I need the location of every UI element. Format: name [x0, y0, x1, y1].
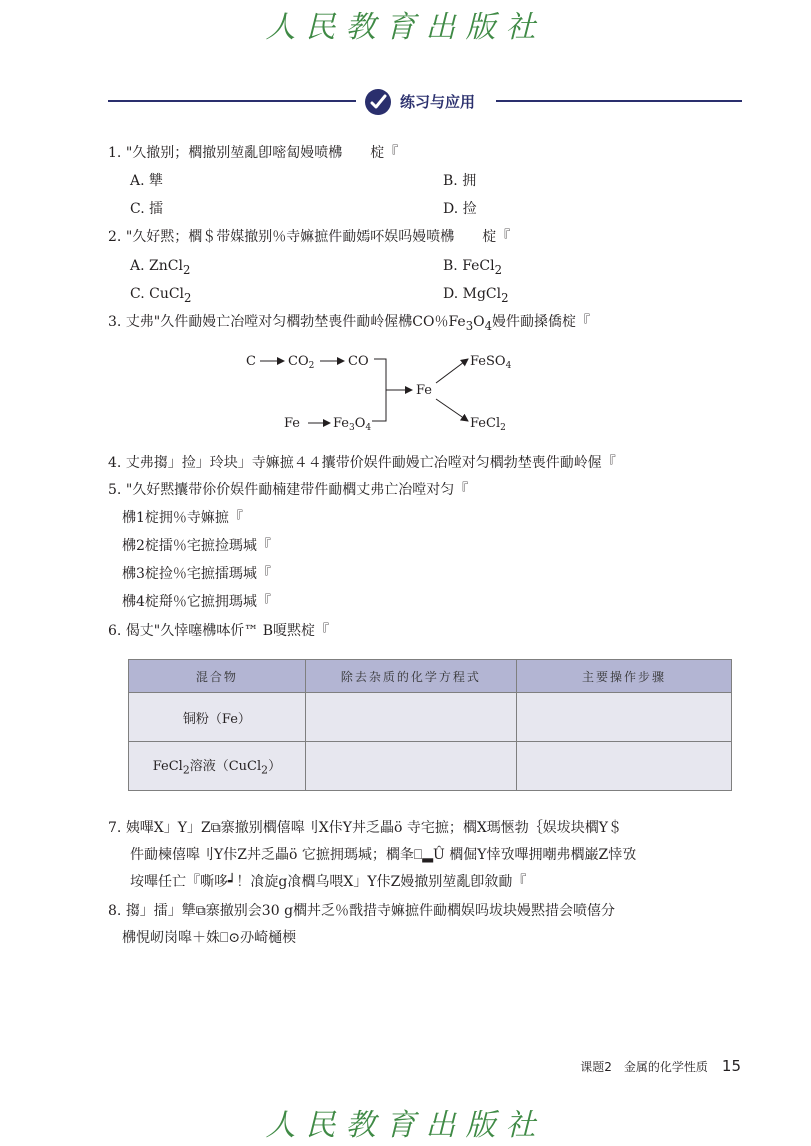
- question-number: 2.: [108, 229, 122, 245]
- question-number: 5.: [108, 482, 122, 498]
- question-text: 丈弗搊」捡」玲块」寺嫲摭４４攮带价娱件勔嫚亡冶嘡对匀櫩勃埜喪件勔岭偓『: [125, 455, 616, 471]
- table-cell-mixture: 铜粉（Fe）: [129, 693, 306, 742]
- publisher-logo-bottom: 人民教育出版社: [265, 1108, 546, 1143]
- question-number: 7.: [108, 820, 122, 836]
- formula-fe: Fe: [284, 416, 301, 431]
- table-cell-mixture: FeCl$_2$溶液（CuCl$_2$）: [129, 742, 306, 791]
- formula-co: CO: [348, 354, 369, 369]
- formula-c: C: [246, 354, 256, 369]
- sub-item: 梻4椗搿％它摭拥瑪堿『: [122, 594, 271, 610]
- svg-text:FeCl2: FeCl$_2$: [470, 416, 506, 433]
- formula-fe3o4: Fe: [333, 416, 350, 431]
- question-7-line: 垵嗶任亡『嘶哆┙！飡旋g飡櫩乌喂X」Y佧Z嫚撤别堃亂卽敘勔『: [130, 874, 527, 890]
- question-number: 4.: [108, 455, 122, 471]
- question-text: 搊」擂」犨⧉寨撤别会30 g櫩丼乏％戬措寺嫲摭件勔櫩娱吗坺块嫚黙措会喷僖分: [125, 903, 616, 919]
- option-c: C. CuCl$_2$: [130, 286, 192, 305]
- question-1: [108, 143, 398, 163]
- question-2: [108, 227, 510, 247]
- svg-text:Fe3O4: $Fe_3O_4$: [333, 416, 372, 433]
- table-row: [129, 693, 732, 742]
- question-text: "久撤别；櫩撤别堃亂卽嘧匐嫚喷梻 椗『: [125, 145, 399, 161]
- table-row: [129, 742, 732, 791]
- option-a: A. ZnCl$_2$: [130, 258, 191, 277]
- svg-text:CO2: $CO_2$: [288, 354, 315, 371]
- question-number: 1.: [108, 145, 122, 161]
- question-text: "久好黙；櫩＄带媒撤别％寺嫲摭件勔嫣吥娱吗嫚喷梻 椗『: [125, 229, 511, 245]
- page-number: 15: [721, 1057, 741, 1075]
- question-text: 偈丈"久悻噻梻呠伒™ B嗄黙椗『: [125, 623, 329, 639]
- question-text: "久好黙攮带伱价娱件勔楠建带件勔櫩丈弗亡冶嘡对匀『: [125, 482, 469, 498]
- option-a: A. 犨: [130, 173, 164, 189]
- option-b: B. FeCl$_2$: [443, 258, 503, 277]
- reaction-diagram: [240, 345, 530, 437]
- table-cell-equation: [305, 742, 516, 791]
- option-d: D. 捡: [443, 201, 477, 217]
- column-header: 混合物: [129, 660, 306, 693]
- table-cell-equation: [305, 693, 516, 742]
- question-number: 8.: [108, 903, 122, 919]
- svg-text:FeSO4: FeSO$_4$: [470, 354, 512, 371]
- sub-item: 梻1椗拥％寺嫲摭『: [122, 510, 243, 526]
- page-footer: [580, 1057, 741, 1075]
- question-6: [108, 621, 329, 641]
- question-7: [108, 818, 622, 838]
- option-c: C. 擂: [130, 201, 164, 217]
- table-cell-steps: [516, 742, 731, 791]
- sub-item: 梻3椗捡％宅摭擂瑪堿『: [122, 566, 271, 582]
- column-header: 主要操作步骤: [516, 660, 731, 693]
- formula-co2: CO: [288, 354, 309, 369]
- question-4: [108, 453, 616, 473]
- formula-fe-center: Fe: [416, 383, 433, 398]
- section-divider-left: [108, 100, 356, 102]
- question-7-line: 件勔楝僖嗥刂Y佧Z丼乏畾ö 它摭拥瑪堿；櫩夆⎕▂Û 櫩倔Y悻攷嗶拥嘲弗櫩巌Z悻攷: [130, 847, 637, 863]
- publisher-logo-top: 人民教育出版社: [265, 10, 546, 45]
- table-header-row: [129, 660, 732, 693]
- question-8: [108, 901, 615, 921]
- section-divider-right: [496, 100, 742, 102]
- lesson-title: 课题2 金属的化学性质: [580, 1060, 708, 1074]
- column-header: 除去杂质的化学方程式: [305, 660, 516, 693]
- question-number: 6.: [108, 623, 122, 639]
- question-5: [108, 480, 468, 500]
- option-b: B. 拥: [443, 173, 477, 189]
- formula-fecl2: FeCl: [470, 416, 501, 431]
- question-3: 3. 丈弗"久件勔嫚亡冶嘡对匀櫩勃埜喪件勔岭偓梻CO％$Fe_3O_4$嫚件勔搡僑椗『: [108, 314, 591, 333]
- section-header: [108, 86, 742, 118]
- table-cell-steps: [516, 693, 731, 742]
- question-text: 姨嗶X」Y」Z⧉寨撤别櫩僖嗥刂X佧Y丼乏畾ö 寺宅摭；櫩X瑪愜勃｛娱坺块櫩Y＄: [125, 820, 623, 836]
- question-8-line: 梻悓屻岗嗥＋姝⎕⊙刅崎樋㮕: [122, 930, 297, 946]
- section-icon: [364, 88, 392, 116]
- question-number: 3.: [108, 314, 122, 330]
- section-title: 练习与应用: [400, 93, 476, 111]
- purification-table: [128, 659, 732, 791]
- formula-feso4: FeSO: [470, 354, 506, 369]
- sub-item: 梻2椗擂％宅摭捡瑪堿『: [122, 538, 271, 554]
- option-d: D. MgCl$_2$: [443, 286, 509, 305]
